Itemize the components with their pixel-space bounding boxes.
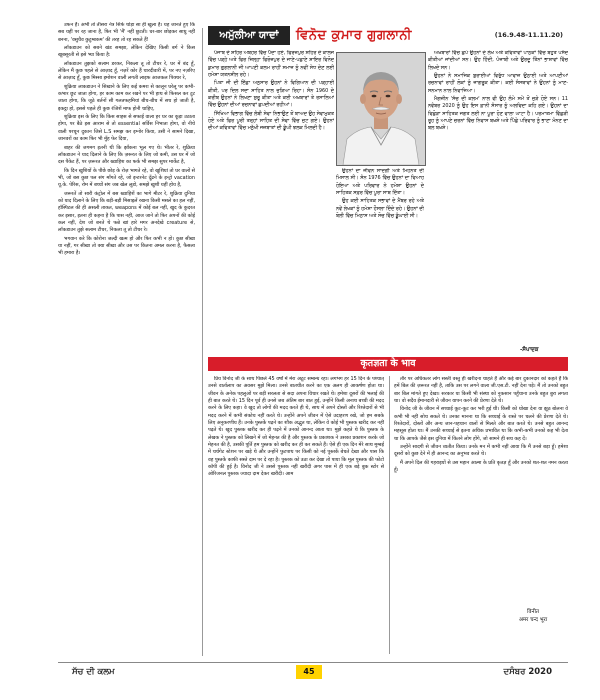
bio-paragraph: ਉਹਨਾਂ ਨੇ ਸਮਾਜਿਕ ਬੁਰਾਈਆਂ ਵਿਰੁੱਧ ਆਵਾਜ਼ ਉਠਾਈ ਅਤੇ ਆਪਣੀਆਂ ਰਚਨਾਵਾਂ ਰਾਹੀਂ ਲੋਕਾਂ ਨੂੰ ਜਾਗਰੂਕ ਕੀਤਾ। ਕਈ ਸੰਸਥਾਵਾਂ ਨੇ ਉਹਨਾਂ ਨੂੰ ਮਾਣ-ਸਨਮਾਨ ਨਾਲ ਨਿਵਾਜਿਆ। (428, 73, 568, 94)
section-tag: ਅਮੁੱਲੀਆ ਯਾਦਾਂ (208, 26, 290, 45)
signature-line: विनीत (527, 609, 539, 615)
left-paragraph: शुक्रिया इस के लिए कि किस साहस से सफाई वाला हर घर का कूड़ा उठाता होगा, पर बैठे इस आराम से तो essential सर्विस निभाता होगा, वो नीचे वाली परचून दुकान जिसे L.S समझ कर इग्नोर किया, उसी ने सामने दिखा, जानवरों का काम फिर भी मुँह फेर दिया, (58, 114, 195, 143)
bio-left-column (208, 50, 334, 345)
footer-magazine-name: ਸੱਚ ਦੀ ਕਲਮ (72, 667, 115, 677)
signature-line: अमर चन्द भूरा (518, 617, 548, 623)
left-paragraph: लॉकडाउन तुझको सलाम डरकर, निकला तू तो टीचर रे, घर में बंद हूँ, लेकिन मैं कुछ पहले से आज़ाद हूँ, नज़रें कोर हैं चारदीवारी में, पर नए नज़रिए से आज़ाद हूँ, कुछ मिस्सा इमोशन वाली लगती लाइफ आजकल पिक्चर रे, (58, 60, 195, 82)
left-paragraph: भगवान करे कि कोरोना जल्दी खत्म हो और फिर कभी न हो। कुछ सीखा या नहीं, गर सीखा तो क्या सीखा और उस पर कितना अमल करना है, फैसला भी हमारा है। (58, 235, 195, 257)
article-title-bar (208, 357, 568, 371)
article-paragraph: मैं अपने दिल की गहराइयों से उस महान आत्मा के प्रति कृतज्ञ हूँ और उनको शत-शत नमन करता हूँ। (394, 459, 568, 474)
author-name: ਵਿਨੋਦ ਕੁਮਾਰ ਗੁਗਲਾਨੀ (296, 28, 412, 43)
article-title: कृतज्ञता के भाव (360, 358, 416, 369)
article-divider (389, 376, 390, 654)
bio-paragraph: ਸਿੱਖਿਆ ਵਿਭਾਗ ਵਿੱਚ ਲੰਬੀ ਸੇਵਾ ਨਿਭਾਉਣ ਤੋਂ ਬਾਅਦ ਉਹ ਸੇਵਾਮੁਕਤ ਹੋਏ ਅਤੇ ਫਿਰ ਪੂਰੀ ਤਰ੍ਹਾਂ ਸਾਹਿਤ ਦੀ ਸੇਵਾ ਵਿੱਚ ਜੁਟ ਗਏ। ਉਹਨਾਂ ਦੀਆਂ ਕਵਿਤਾਵਾਂ ਵਿੱਚ ਮਨੁੱਖੀ ਜਜ਼ਬਾਤਾਂ ਦੀ ਡੂੰਘੀ ਝਲਕ ਮਿਲਦੀ ਹੈ। (208, 110, 334, 132)
left-paragraph: जरूरतें तो सारी कंट्रोल में बस ख्वाहिशें का भागे मीटर रे, शुक्रिया दुनिया को याद दिलाने के लिए कि बड़ी-बड़ी मिसाइलें रखना किसी मसले का हल नहीं, हॉस्पिटल की ही असली ताकत, weapons में कोई बल नहीं, खुद के कुदरत कर इसार, इतना ही कहना है कि पास नहीं, आज जाने तो फिर अपनों की कोई कल नहीं, देश जो बनते थे फन्ने खां हारे मगर अनदेखे creature से, लॉकडाउन तुझे सलाम टीचर, निकला तू तो टीचर रे। (58, 190, 195, 234)
left-paragraph: बाहर की जगमग इतनी थी कि झाँकना भूल गए थे। भीतर रे, शुक्रिया लॉकडाउन ने याद दिलाने के लिए कि ज़रूरत के लिए जो कमी, उस घर में जो दस पैकेट हैं, पर ज़रूरत और ख्वाहिश का फर्क भी समझ सुपर मार्केट है, (58, 144, 195, 166)
bio-signature: -ਸੰਪਾਦਕ (520, 347, 539, 353)
article-paragraph: तौर पर अधिकतर लोग सस्ती वस्तु ही खरीदना चाहते हैं और कई बार दुकानदार को कहते हैं कि हमें बिल की ज़रूरत नहीं है, ताकि उस पर लगने वाला जी.एस.टी. नहीं देना पड़े। मैं तो उनको बहुत बार बिल मांगते हुए देखा। सरकार या किसी भी संस्था को नुकसान पहुँचाना उनके बहुत बुरा लगता था। वो सदैव ईमानदारी से जीवन यापन करने की प्रेरणा देते थे। (394, 376, 568, 405)
bio-under-photo (336, 168, 424, 346)
footer-issue: ਦਸੰਬਰ 2020 (503, 667, 552, 677)
bio-paragraph: ਉਹਨਾਂ ਦਾ ਜੀਵਨ ਸਾਦਗੀ ਅਤੇ ਮਿਹਨਤ ਦੀ ਮਿਸਾਲ ਸੀ। ਸੰਨ 1976 ਵਿੱਚ ਉਹਨਾਂ ਦਾ ਵਿਆਹ ਹੋਇਆ ਅਤੇ ਪਰਿਵਾਰ ਨੇ ਹਮੇਸ਼ਾ ਉਹਨਾਂ ਦੇ ਸਾਹਿਤਕ ਸਫ਼ਰ ਵਿੱਚ ਪੂਰਾ ਸਾਥ ਦਿੱਤਾ। (336, 168, 424, 197)
article-header (208, 26, 563, 45)
footer-divider (58, 662, 568, 663)
page-number: 45 (296, 665, 322, 679)
left-column (58, 22, 195, 646)
column-divider (202, 28, 203, 656)
author-photo (336, 52, 426, 166)
portrait-image (337, 53, 425, 165)
article-signature (500, 608, 566, 624)
article-left-column (208, 376, 384, 654)
author-dates: (16.9.48-11.11.20) (494, 31, 563, 39)
article-paragraph: विनोद जी के जीवन में सच्चाई कूट-कूट कर भरी हुई थी। किसी को धोखा देना या झूठ बोलना वे कभी भी नहीं सोच सकते थे। उनका मानना था कि सच्चाई के रास्ते पर चलने की प्रेरणा देते थे। रिश्तेदारों, दोस्तों और अन्य जान-पहचान वालों से मिलते और बात करते थे। उनसे बहुत आनन्द महसूस होता था। मैं उनकी सच्चाई से इतना अधिक प्रभावित था कि कभी-कभी उनको कह भी देता था कि आपके जैसे इस दुनिया में कितने लोग होंगे, जो सामने ही सच कह दें। (394, 406, 568, 442)
left-paragraph: लॉकडाउन को सबने खंड समझा, लेकिन देखिए किसी बर्ग ने किस खूबसूरती से इसे भ्या किया है: (58, 45, 195, 59)
left-paragraph: उफन हैं। अभी तो तीसरा नेत्र सिर्फ थोड़ा सा ही खुला है। यह जानते हुए कि सब यहीं पर रह जाना है, फिर भी 'मैं' नहीं छूटती। घर-बार छोड़कर साधु नहीं बनना, 'वसुधैव कुटुम्बकम' की तरह तो रह सकते हैं! (58, 22, 195, 43)
article-paragraph: उन्होंने सादगी से जीवन व्यतीत किया। उनके मन में कभी नहीं आया कि मैं उनसे बड़ा हूँ। हमेशा दूसरों को कुछ देने में ही आनन्द का अनुभव करते थे। (394, 444, 568, 458)
bio-paragraph: ਉਹ ਕਈ ਸਾਹਿਤਕ ਸਭਾਵਾਂ ਦੇ ਮੈਂਬਰ ਰਹੇ ਅਤੇ ਨਵੇਂ ਲੇਖਕਾਂ ਨੂੰ ਹਮੇਸ਼ਾ ਹੌਸਲਾ ਦਿੰਦੇ ਰਹੇ। ਉਹਨਾਂ ਦੀ ਬੋਲੀ ਵਿੱਚ ਮਿਠਾਸ ਅਤੇ ਸੋਚ ਵਿੱਚ ਡੂੰਘਾਈ ਸੀ। (336, 198, 424, 220)
bio-paragraph: ਮੈਗਜ਼ੀਨ 'ਸੱਚ ਦੀ ਕਲਮ' ਨਾਲ ਵੀ ਉਹ ਲੰਮੇ ਸਮੇਂ ਤੋਂ ਜੁੜੇ ਹੋਏ ਸਨ। 11 ਨਵੰਬਰ 2020 ਨੂੰ ਉਹ ਇਸ ਫ਼ਾਨੀ ਸੰਸਾਰ ਨੂੰ ਅਲਵਿਦਾ ਕਹਿ ਗਏ। ਉਹਨਾਂ ਦਾ ਵਿਛੋੜਾ ਸਾਹਿਤਕ ਜਗਤ ਲਈ ਨਾ ਪੂਰਾ ਹੋਣ ਵਾਲਾ ਘਾਟਾ ਹੈ। ਪਰਮਾਤਮਾ ਵਿੱਛੜੀ ਰੂਹ ਨੂੰ ਆਪਣੇ ਚਰਨਾਂ ਵਿੱਚ ਨਿਵਾਸ ਬਖ਼ਸ਼ੇ ਅਤੇ ਪਿੱਛੇ ਪਰਿਵਾਰ ਨੂੰ ਭਾਣਾ ਮੰਨਣ ਦਾ ਬਲ ਬਖ਼ਸ਼ੇ। (428, 96, 568, 132)
bio-paragraph: ਅਖ਼ਬਾਰਾਂ ਵਿੱਚ ਛਪੇ ਉਹਨਾਂ ਦੇ ਲੇਖ ਅਤੇ ਕਵਿਤਾਵਾਂ ਪਾਠਕਾਂ ਵਿੱਚ ਬਹੁਤ ਪਸੰਦ ਕੀਤੀਆਂ ਜਾਂਦੀਆਂ ਸਨ। ਉਹ ਹਿੰਦੀ, ਪੰਜਾਬੀ ਅਤੇ ਉਰਦੂ ਤਿੰਨਾਂ ਭਾਸ਼ਾਵਾਂ ਵਿੱਚ ਲਿਖਦੇ ਸਨ। (428, 50, 568, 71)
bio-paragraph: ਪਿਤਾ ਜੀ ਦੀ ਇੱਛਾ ਅਨੁਸਾਰ ਉਹਨਾਂ ਨੇ ਵਿਗਿਆਨ ਦੀ ਪੜ੍ਹਾਈ ਕੀਤੀ, ਪਰ ਦਿਲ ਸਦਾ ਸਾਹਿਤ ਨਾਲ ਜੁੜਿਆ ਰਿਹਾ। ਸੰਨ 1960 ਦੇ ਕਰੀਬ ਉਹਨਾਂ ਨੇ ਲਿਖਣਾ ਸ਼ੁਰੂ ਕੀਤਾ ਅਤੇ ਕਈ ਅਖ਼ਬਾਰਾਂ ਤੇ ਰਸਾਲਿਆਂ ਵਿੱਚ ਉਹਨਾਂ ਦੀਆਂ ਰਚਨਾਵਾਂ ਛਪਦੀਆਂ ਰਹੀਆਂ। (208, 80, 334, 109)
left-paragraph: शुक्रिया लाकडाउन ने सिखाने के लिए कई कमरा से कालून घरेलू पर कभी-कभार छूट जाता होगा, हर काम काम कर रखने पर भी हाथ से फिसल कर टूट जाता होगा, कि जूठे बर्तनों सी गलतफहमियां बीच-बीच में सच हो जाती है, इकट्ठा हो, इससे पहले ही कुछ रंजिशें माफ होनी चाहिए, (58, 83, 195, 112)
bio-paragraph: ਪੰਜਾਬ ਦੇ ਸ਼ਹਿਰ ਅਬੋਹਰ ਵਿੱਚ ਪੈਦਾ ਹੋਏ, ਫਿਰੋਜ਼ਪੁਰ ਸ਼ਹਿਰ ਦੇ ਕਾਲਜ ਵਿੱਚ ਪੜ੍ਹੇ ਅਤੇ ਫਿਰ ਜ਼ਿਲ੍ਹਾ ਫਿਰੋਜ਼ਪੁਰ ਦੇ ਜਾਣੇ-ਪਛਾਣੇ ਸ਼ਾਇਰ ਵਿਨੋਦ ਕੁਮਾਰ ਗੁਗਲਾਨੀ ਜੀ ਆਪਣੀ ਕਲਮ ਰਾਹੀਂ ਸਮਾਜ ਨੂੰ ਨਵੀਂ ਸੇਧ ਦੇਣ ਲਈ ਹਮੇਸ਼ਾ ਯਤਨਸ਼ੀਲ ਰਹੇ। (208, 50, 334, 79)
left-paragraph: कि दिन खुशियों के पीछे छोड़ के रोज़ भागते रहे, वो खुशियां तो घर वालों से भी, जो बस कुछ पल संग माँगते रहे, जो इन्टरनेट दूँढने के इन्ट्रो vacation यू.के. पेरिस, रोम में बच्चों संग जब खेल लूडो, समझे खुशी यहीं होय है, (58, 167, 195, 189)
article-paragraph: प्रिय विनोद जी के साथ पिछले 45 वर्षों में मेरा अटूट सम्बन्ध रहा। लगभग हर 15 दिन के पश्चात् उनसे वार्तालाप का अवसर मुझे मिला। उनसे बातचीत करने का एक अलग ही आकर्षण होता था। जीवन के अनेक पहलुओं पर बड़ी सरलता से सदा अपना विचार रखते थे। हमेशा दूसरों की भलाई की ही बात करते थे। 15 दिन पूर्व ही उनसे जब अंतिम बार बात हुई, उन्होंने किसी अनाथ बच्ची की मदद करने के लिए कहा। वे खुद तो लोगों की मदद करते ही थे, साथ में अपने दोस्तों और रिश्तेदारों से भी मदद करने में कभी संकोच नहीं करते थे। उन्होंने अपने जीवन में ऐसे उदाहरण रखे, जो हम सबके लिए अनुकरणीय हैं। उनके पुस्तकें पढ़ने का शौक अद्भुत था, लेकिन वे कोई भी पुस्तक खरीद कर नहीं पढ़ते थे। खुद पुस्तक खरीद कर ही पढ़ने में उनको आनन्द आता था। मुझे कहते थे कि पुस्तक के लेखक ने पुस्तक को लिखने में जो मेहनत की है और पुस्तक के प्रकाशक ने उसका प्रकाशन करके जो मेहनत की है, उसकी पूर्ति हम पुस्तक को खरीद कर ही कर सकते हैं। ऐसे ही एक दिन मेरे साथ मुम्बई में चर्चगेट स्टेशन पर खड़े थे और उन्होंने फुटपाथ पर किसी को नई पुस्तकें बेचते देखा और पास कि वह पुस्तकें काफी सस्ते दाम पर दे रहा है। पुस्तक को उठा कर देखा तो पाया कि मूल पुस्तक की फोटो कॉपी की हुई है। विनोद जी ने उससे पुस्तक नहीं खरीदी अगर पास में ही एक बड़े बुक स्टोर से ओरिजनल पुस्तक ज्यादा दाम देकर खरीदी। आम (208, 376, 384, 478)
article-right-column (394, 376, 568, 604)
bio-right-column (428, 50, 568, 346)
